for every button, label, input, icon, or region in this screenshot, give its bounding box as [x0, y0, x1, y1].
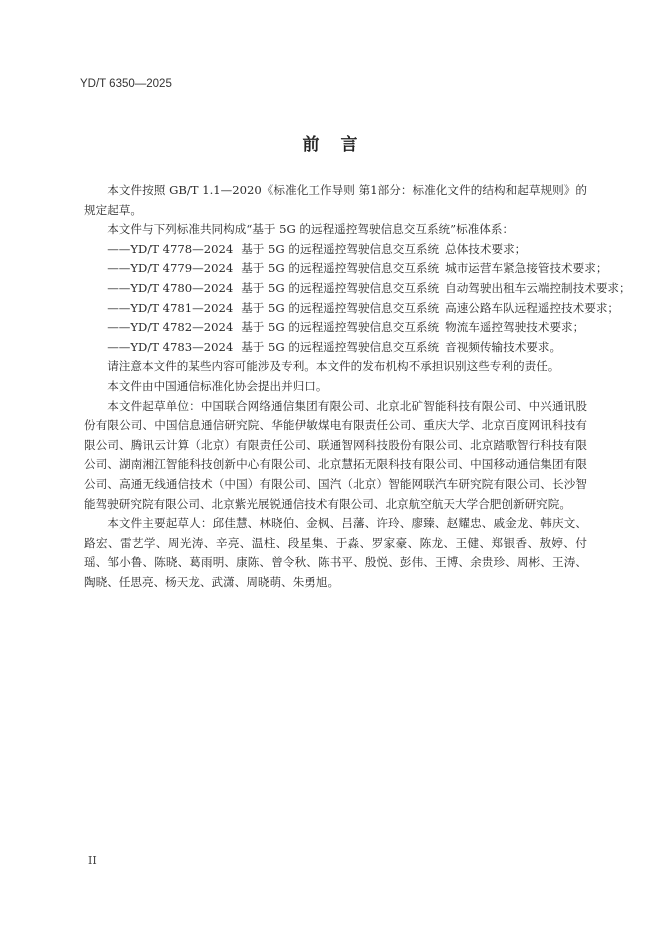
- standard-code: ——YD/T 4779—2024: [107, 261, 234, 276]
- proposer-paragraph: 本文件由中国通信标准化协会提出并归口。: [107, 378, 328, 393]
- list-item: [84, 299, 620, 319]
- series-intro-paragraph: 本文件与下列标准共同构成“基于 5G 的远程遥控驾驶信息交互系统”标准体系：: [107, 222, 515, 237]
- standard-code: ——YD/T 4783—2024: [107, 339, 234, 354]
- standard-title: 基于 5G 的远程遥控驾驶信息交互系统: [241, 280, 440, 295]
- list-item: [84, 279, 631, 299]
- standard-title: 基于 5G 的远程遥控驾驶信息交互系统: [241, 320, 440, 335]
- drafting-units-paragraph: 本文件起草单位：中国联合网络通信集团有限公司、北京北矿智能科技有限公司、中兴通讯股份有限公司、中国信息通信研究院、华能伊敏煤电有限责任公司、重庆大学、北京百度网讯科技有限公司、腾讯云计算（北京）有限责任公司、联通智网科技股份有限公司、北京踏歌智行科技有限公司、湖南湘江智能科技创新中心有限公司、北京慧拓无限科技有限公司、中国移动通信集团有限公司、高通无线通信技术（中国）有限公司、国汽（北京）智能网联汽车研究院有限公司、长沙智能驾驶研究院有限公司、北京紫光展锐通信技术有限公司、北京航空航天大学合肥创新研究院。: [84, 398, 587, 511]
- standard-series-list: [84, 240, 631, 358]
- standard-code: ——YD/T 4781—2024: [107, 300, 234, 315]
- list-item: [84, 240, 587, 260]
- list-item: [84, 259, 608, 279]
- page-title: 前 言: [302, 135, 360, 155]
- list-item: [84, 318, 587, 338]
- foreword-body: [84, 181, 631, 592]
- standard-part: 音视频传输技术要求。: [445, 339, 562, 354]
- patent-notice-paragraph: 请注意本文件的某些内容可能涉及专利。本文件的发布机构不承担识别这些专利的责任。: [107, 359, 560, 374]
- drafting-rule-paragraph: 本文件按照 GB/T 1.1—2020《标准化工作导则 第1部分：标准化文件的结构和起草规则》的规定起草。: [84, 183, 587, 217]
- standard-title: 基于 5G 的远程遥控驾驶信息交互系统: [241, 261, 440, 276]
- standard-part: 城市运营车紧急接管技术要求；: [445, 261, 608, 276]
- standard-title: 基于 5G 的远程遥控驾驶信息交互系统: [241, 300, 440, 315]
- document-number: YD/T 6350—2025: [80, 78, 172, 90]
- standard-title: 基于 5G 的远程遥控驾驶信息交互系统: [241, 339, 440, 354]
- list-item: [84, 338, 587, 358]
- standard-part: 总体技术要求；: [445, 241, 527, 256]
- standard-code: ——YD/T 4780—2024: [107, 280, 234, 295]
- standard-part: 高速公路车队远程遥控技术要求；: [445, 300, 620, 315]
- standard-part: 自动驾驶出租车云端控制技术要求；: [445, 280, 631, 295]
- standard-code: ——YD/T 4782—2024: [107, 320, 234, 335]
- standard-title: 基于 5G 的远程遥控驾驶信息交互系统: [241, 241, 440, 256]
- drafters-paragraph: 本文件主要起草人：邱佳慧、林晓伯、金枫、吕藩、许玲、廖臻、赵耀忠、戚金龙、韩庆文、路宏、雷艺学、周光涛、辛亮、温柱、段星集、于淼、罗家豪、陈龙、王健、郑银香、敖婷、付瑶、邹小鲁、陈晓、葛雨明、康陈、曾令秋、陈书平、殷悦、彭伟、王博、余贵珍、周彬、王涛、陶晓、任思亮、杨天龙、武潇、周晓萌、朱勇旭。: [84, 516, 587, 589]
- standard-part: 物流车遥控驾驶技术要求；: [445, 320, 585, 335]
- standard-code: ——YD/T 4778—2024: [107, 241, 234, 256]
- page-number: II: [88, 854, 97, 867]
